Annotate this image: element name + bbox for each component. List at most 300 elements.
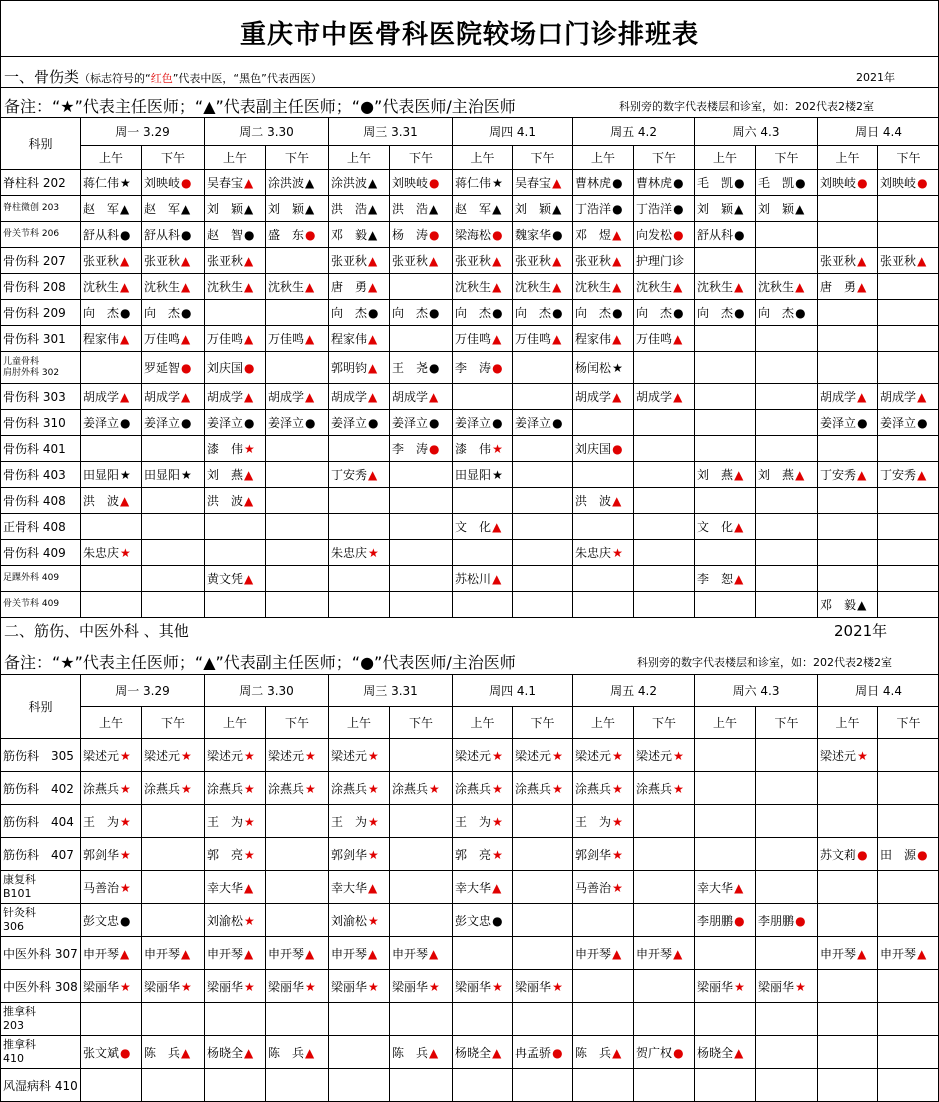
- rank-marker-icon: ●: [120, 1045, 131, 1060]
- schedule-cell: [329, 540, 390, 566]
- schedule-cell: [453, 1003, 513, 1036]
- doctor-name: 蒋仁伟: [455, 176, 492, 190]
- schedule-cell: [453, 739, 513, 772]
- schedule-cell: [513, 384, 573, 410]
- table-row: [1, 222, 939, 248]
- rank-marker-icon: ●: [181, 176, 192, 190]
- rank-marker-icon: ★: [181, 748, 192, 763]
- schedule-cell: [81, 805, 142, 838]
- schedule-cell: [453, 1069, 513, 1102]
- schedule-cell: [205, 462, 266, 488]
- dept-cell: [1, 300, 81, 326]
- schedule-cell: [818, 514, 878, 540]
- schedule-cell: [453, 592, 513, 618]
- schedule-cell: [142, 222, 205, 248]
- rank-marker-icon: ★: [612, 748, 623, 763]
- schedule-cell: [453, 566, 513, 592]
- section1-year: 2021年: [856, 71, 895, 84]
- dept-cell: [1, 170, 81, 196]
- doctor-name: 申开琴: [268, 946, 305, 961]
- schedule-cell: [756, 1069, 818, 1102]
- rank-marker-icon: ●: [857, 176, 868, 190]
- schedule-cell: [818, 274, 878, 300]
- schedule-cell: [390, 772, 453, 805]
- pm-header: 下午: [142, 707, 205, 739]
- rank-marker-icon: ●: [492, 228, 503, 242]
- schedule-cell: [695, 540, 756, 566]
- rank-marker-icon: ★: [612, 361, 623, 375]
- schedule-cell: [818, 384, 878, 410]
- schedule-cell: [695, 514, 756, 540]
- schedule-cell: [878, 970, 939, 1003]
- schedule-cell: [390, 1003, 453, 1036]
- doctor-name: 刘 燕: [758, 468, 795, 482]
- schedule-cell: [205, 772, 266, 805]
- rank-marker-icon: ▲: [305, 390, 315, 404]
- schedule-cell: [266, 805, 329, 838]
- schedule-cell: [329, 805, 390, 838]
- schedule-cell: [513, 410, 573, 436]
- rank-marker-icon: ★: [734, 979, 745, 994]
- schedule-cell: [453, 514, 513, 540]
- doctor-name: 马善治: [83, 880, 120, 895]
- table-row: [1, 904, 939, 937]
- schedule-cell: [756, 1003, 818, 1036]
- doctor-name: 沈秋生: [144, 280, 181, 294]
- doctor-name: 赵 智: [207, 228, 244, 242]
- rank-marker-icon: ★: [612, 814, 623, 829]
- doctor-name: 赵 军: [83, 202, 120, 216]
- doctor-name: 冉孟骄: [515, 1045, 552, 1060]
- schedule-cell: [329, 566, 390, 592]
- schedule-cell: [453, 274, 513, 300]
- schedule-cell: [513, 1003, 573, 1036]
- rank-marker-icon: ●: [795, 913, 806, 928]
- schedule-cell: [756, 488, 818, 514]
- schedule-cell: [818, 592, 878, 618]
- doctor-name: 苏松川: [455, 572, 492, 586]
- schedule-cell: [453, 1036, 513, 1069]
- schedule-cell: [266, 592, 329, 618]
- rank-marker-icon: ★: [368, 847, 379, 862]
- schedule-cell: [81, 540, 142, 566]
- schedule-cell: [573, 1003, 634, 1036]
- rank-marker-icon: ▲: [492, 572, 502, 586]
- rank-marker-icon: ★: [552, 979, 563, 994]
- rank-marker-icon: ▲: [305, 280, 315, 294]
- schedule-cell: [878, 739, 939, 772]
- dept-label: 骨伤科 403: [3, 468, 66, 482]
- section2-year: 2021年: [834, 622, 888, 640]
- schedule-cell: [634, 566, 695, 592]
- rank-marker-icon: ▲: [795, 468, 805, 482]
- rank-marker-icon: ▲: [368, 254, 378, 268]
- doctor-name: 刘渝松: [207, 913, 244, 928]
- schedule-cell: [634, 352, 695, 384]
- doctor-name: 丁安秀: [331, 468, 368, 482]
- rank-marker-icon: ★: [492, 814, 503, 829]
- doctor-name: 姜泽立: [83, 416, 120, 430]
- schedule-cell: [634, 540, 695, 566]
- rank-marker-icon: ▲: [429, 254, 439, 268]
- schedule-cell: [818, 462, 878, 488]
- schedule-cell: [695, 384, 756, 410]
- rank-marker-icon: ▲: [612, 390, 622, 404]
- rank-marker-icon: ●: [673, 1045, 684, 1060]
- rank-marker-icon: ▲: [181, 332, 191, 346]
- schedule-cell: [390, 488, 453, 514]
- dept-cell: [1, 410, 81, 436]
- dept-cell: [1, 514, 81, 540]
- schedule-cell: [266, 838, 329, 871]
- schedule-cell: [634, 739, 695, 772]
- doctor-name: 丁安秀: [880, 468, 917, 482]
- doctor-name: 文 化: [697, 520, 734, 534]
- doctor-name: 蒋仁伟: [83, 176, 120, 190]
- schedule-cell: [756, 838, 818, 871]
- schedule-cell: [878, 462, 939, 488]
- schedule-cell: [818, 1003, 878, 1036]
- table-row: [1, 1069, 939, 1102]
- doctor-name: 姜泽立: [880, 416, 917, 430]
- schedule-cell: [573, 352, 634, 384]
- rank-marker-icon: ▲: [552, 280, 562, 294]
- schedule-cell: [695, 1003, 756, 1036]
- doctor-name: 苏文莉: [820, 847, 857, 862]
- doctor-name: 涂燕兵: [144, 781, 181, 796]
- doctor-name: 梁述元: [575, 748, 612, 763]
- schedule-cell: [81, 970, 142, 1003]
- schedule-cell: [818, 410, 878, 436]
- schedule-cell: [81, 871, 142, 904]
- rank-marker-icon: ★: [244, 781, 255, 796]
- schedule-cell: [756, 566, 818, 592]
- rank-marker-icon: ▲: [368, 202, 378, 216]
- schedule-cell: [390, 970, 453, 1003]
- dept-label: 筋伤科 402: [3, 781, 74, 796]
- schedule-cell: [329, 838, 390, 871]
- rank-marker-icon: ▲: [673, 332, 683, 346]
- table-row: [1, 1003, 939, 1036]
- rank-marker-icon: ▲: [492, 520, 502, 534]
- doctor-name: 姜泽立: [392, 416, 429, 430]
- schedule-cell: [513, 170, 573, 196]
- schedule-cell: [266, 222, 329, 248]
- doctor-name: 彭文忠: [83, 913, 120, 928]
- schedule-cell: [453, 488, 513, 514]
- doctor-name: 申开琴: [207, 946, 244, 961]
- rank-marker-icon: ●: [429, 306, 440, 320]
- table-row: [1, 488, 939, 514]
- doctor-name: 梁丽华: [83, 979, 120, 994]
- doctor-name: 张亚秋: [515, 254, 552, 268]
- rank-marker-icon: ▲: [305, 1045, 315, 1060]
- schedule-cell: [81, 937, 142, 970]
- schedule-cell: [695, 970, 756, 1003]
- rank-marker-icon: ▲: [734, 280, 744, 294]
- schedule-cell: [142, 838, 205, 871]
- pm-header: 下午: [634, 707, 695, 739]
- schedule-cell: [756, 384, 818, 410]
- table-row: [1, 326, 939, 352]
- day-header: 周日 4.4: [818, 675, 939, 707]
- rank-marker-icon: ●: [492, 306, 503, 320]
- schedule-cell: [756, 300, 818, 326]
- doctor-name: 郭 亮: [455, 847, 492, 862]
- doctor-name: 郭剑华: [83, 847, 120, 862]
- rank-marker-icon: ▲: [181, 1045, 191, 1060]
- doctor-name: 李 恕: [697, 572, 734, 586]
- rank-marker-icon: ▲: [305, 202, 315, 216]
- schedule-cell: [695, 170, 756, 196]
- doctor-name: 洪 波: [207, 494, 244, 508]
- schedule-cell: [818, 772, 878, 805]
- section1-title: 一、骨伤类: [4, 68, 80, 86]
- schedule-cell: [573, 937, 634, 970]
- rank-marker-icon: ▲: [612, 1045, 622, 1060]
- schedule-cell: [818, 838, 878, 871]
- table-row: [1, 170, 939, 196]
- doctor-name: 沈秋生: [268, 280, 305, 294]
- doctor-name: 张亚秋: [331, 254, 368, 268]
- table-row: [1, 1036, 939, 1069]
- schedule-cell: [756, 739, 818, 772]
- table-row: [1, 196, 939, 222]
- schedule-cell: [634, 937, 695, 970]
- doctor-name: 李 涛: [392, 442, 429, 456]
- schedule-cell: [878, 1069, 939, 1102]
- rank-marker-icon: ▲: [244, 176, 254, 190]
- schedule-cell: [205, 274, 266, 300]
- dept-label: 骨关节科 409: [3, 599, 60, 609]
- schedule-cell: [756, 871, 818, 904]
- schedule-cell: [453, 170, 513, 196]
- dept-label: 骨伤科 208: [3, 280, 66, 294]
- doctor-name: 唐 勇: [331, 280, 368, 294]
- rank-marker-icon: ▲: [795, 280, 805, 294]
- dept-cell: [1, 772, 81, 805]
- rank-marker-icon: ▲: [305, 332, 315, 346]
- rank-marker-icon: ▲: [917, 390, 927, 404]
- schedule-cell: [634, 196, 695, 222]
- day-header: 周四 4.1: [453, 675, 573, 707]
- doctor-name: 郭剑华: [575, 847, 612, 862]
- doctor-name: 护理门诊: [636, 254, 685, 268]
- doctor-name: 梁述元: [83, 748, 120, 763]
- doctor-name: 胡成学: [575, 390, 612, 404]
- schedule-cell: [81, 739, 142, 772]
- schedule-cell: [573, 838, 634, 871]
- day-header: 周一 3.29: [81, 675, 205, 707]
- doctor-name: 赵 军: [455, 202, 492, 216]
- doctor-name: 李朋鹏: [758, 913, 795, 928]
- dept-label: 骨伤科 408: [3, 494, 66, 508]
- schedule-cell: [329, 352, 390, 384]
- schedule-cell: [266, 352, 329, 384]
- schedule-cell: [453, 222, 513, 248]
- rank-marker-icon: ▲: [734, 880, 744, 895]
- dept-label: 骨关节科 206: [3, 229, 60, 239]
- schedule-cell: [453, 805, 513, 838]
- doctor-name: 向 杰: [758, 306, 795, 320]
- schedule-cell: [205, 540, 266, 566]
- dept-cell: [1, 488, 81, 514]
- rank-marker-icon: ●: [368, 306, 379, 320]
- pm-header: 下午: [756, 707, 818, 739]
- doctor-name: 杨晓全: [207, 1045, 244, 1060]
- schedule-cell: [513, 248, 573, 274]
- table-row: [1, 871, 939, 904]
- doctor-name: 胡成学: [207, 390, 244, 404]
- doctor-name: 陈 兵: [144, 1045, 181, 1060]
- schedule-cell: [756, 970, 818, 1003]
- header-session-row: [1, 146, 939, 170]
- schedule-cell: [142, 1003, 205, 1036]
- schedule-cell: [266, 514, 329, 540]
- rank-marker-icon: ▲: [120, 332, 130, 346]
- doctor-name: 刘庆国: [575, 442, 612, 456]
- rank-marker-icon: ▲: [673, 946, 683, 961]
- day-header: 周二 3.30: [205, 675, 329, 707]
- rank-marker-icon: ●: [673, 176, 684, 190]
- doctor-name: 万佳鸣: [144, 332, 181, 346]
- rank-marker-icon: ▲: [244, 332, 254, 346]
- schedule-cell: [205, 326, 266, 352]
- rank-marker-icon: ★: [429, 781, 440, 796]
- schedule-cell: [878, 937, 939, 970]
- schedule-cell: [453, 772, 513, 805]
- title-divider: [0, 56, 939, 57]
- table-row: [1, 566, 939, 592]
- doctor-name: 洪 波: [575, 494, 612, 508]
- rank-marker-icon: ●: [244, 361, 255, 375]
- doctor-name: 杨晓全: [455, 1045, 492, 1060]
- doctor-name: 陈 兵: [392, 1045, 429, 1060]
- schedule-cell: [818, 805, 878, 838]
- schedule-cell: [756, 274, 818, 300]
- doctor-name: 申开琴: [820, 946, 857, 961]
- rank-marker-icon: ●: [673, 202, 684, 216]
- schedule-cell: [205, 1069, 266, 1102]
- rank-marker-icon: ▲: [368, 280, 378, 294]
- rank-marker-icon: ▲: [492, 880, 502, 895]
- schedule-cell: [142, 904, 205, 937]
- rank-marker-icon: ★: [492, 176, 503, 190]
- rank-marker-icon: ★: [429, 979, 440, 994]
- schedule-cell: [81, 1069, 142, 1102]
- schedule-cell: [573, 384, 634, 410]
- rank-marker-icon: ▲: [244, 1045, 254, 1060]
- dept-label: 正骨科 408: [3, 520, 66, 534]
- rank-marker-icon: ★: [181, 979, 192, 994]
- doctor-name: 沈秋生: [455, 280, 492, 294]
- schedule-cell: [756, 772, 818, 805]
- rank-marker-icon: ▲: [120, 390, 130, 404]
- schedule-cell: [695, 462, 756, 488]
- schedule-cell: [695, 739, 756, 772]
- schedule-cell: [81, 1036, 142, 1069]
- doctor-name: 姜泽立: [331, 416, 368, 430]
- doctor-name: 郭 亮: [207, 847, 244, 862]
- schedule-cell: [756, 248, 818, 274]
- table-row: [1, 462, 939, 488]
- schedule-cell: [878, 326, 939, 352]
- schedule-cell: [266, 772, 329, 805]
- schedule-cell: [81, 196, 142, 222]
- doctor-name: 沈秋生: [697, 280, 734, 294]
- rank-marker-icon: ●: [120, 306, 131, 320]
- schedule-cell: [81, 248, 142, 274]
- doctor-name: 涂燕兵: [392, 781, 429, 796]
- schedule-cell: [390, 739, 453, 772]
- schedule-cell: [513, 274, 573, 300]
- schedule-cell: [390, 1069, 453, 1102]
- schedule-cell: [756, 196, 818, 222]
- schedule-cell: [634, 1069, 695, 1102]
- rank-marker-icon: ●: [857, 416, 868, 430]
- doctor-name: 刘 颖: [515, 202, 552, 216]
- rank-marker-icon: ▲: [734, 572, 744, 586]
- rank-marker-icon: ▲: [429, 202, 439, 216]
- doctor-name: 涂燕兵: [331, 781, 368, 796]
- schedule-cell: [878, 1003, 939, 1036]
- rank-marker-icon: ★: [795, 979, 806, 994]
- rank-marker-icon: ▲: [181, 946, 191, 961]
- table-row: [1, 772, 939, 805]
- schedule-cell: [329, 410, 390, 436]
- pm-header: 下午: [390, 146, 453, 170]
- doctor-name: 刘映岐: [392, 176, 429, 190]
- dept-label: 脊柱科 202: [3, 176, 66, 190]
- schedule-cell: [818, 170, 878, 196]
- schedule-cell: [695, 326, 756, 352]
- doctor-name: 张亚秋: [392, 254, 429, 268]
- day-header: 周三 3.31: [329, 675, 453, 707]
- schedule-cell: [266, 274, 329, 300]
- schedule-cell: [878, 222, 939, 248]
- schedule-cell: [513, 904, 573, 937]
- schedule-cell: [453, 352, 513, 384]
- schedule-cell: [818, 1036, 878, 1069]
- rank-marker-icon: ▲: [734, 520, 744, 534]
- schedule-cell: [695, 436, 756, 462]
- dept-label: 骨伤科 209: [3, 306, 66, 320]
- day-header: 周三 3.31: [329, 118, 453, 146]
- rank-marker-icon: ▲: [552, 332, 562, 346]
- rank-marker-icon: ●: [673, 306, 684, 320]
- doctor-name: 向发松: [636, 228, 673, 242]
- table-row: [1, 514, 939, 540]
- rank-marker-icon: ★: [612, 546, 623, 560]
- doctor-name: 向 杰: [83, 306, 120, 320]
- schedule-cell: [878, 384, 939, 410]
- orthopedic-schedule-table: [0, 117, 939, 618]
- schedule-cell: [878, 170, 939, 196]
- schedule-cell: [513, 326, 573, 352]
- rank-marker-icon: ★: [368, 546, 379, 560]
- schedule-cell: [513, 352, 573, 384]
- rank-marker-icon: ▲: [244, 202, 254, 216]
- rank-marker-icon: ●: [181, 228, 192, 242]
- dept-label: 针灸科 306: [3, 906, 36, 933]
- doctor-name: 梁丽华: [268, 979, 305, 994]
- doctor-name: 向 杰: [697, 306, 734, 320]
- dept-label: 筋伤科 404: [3, 814, 74, 829]
- rank-marker-icon: ●: [795, 306, 806, 320]
- rank-marker-icon: ▲: [857, 468, 867, 482]
- schedule-cell: [513, 566, 573, 592]
- pm-header: 下午: [513, 707, 573, 739]
